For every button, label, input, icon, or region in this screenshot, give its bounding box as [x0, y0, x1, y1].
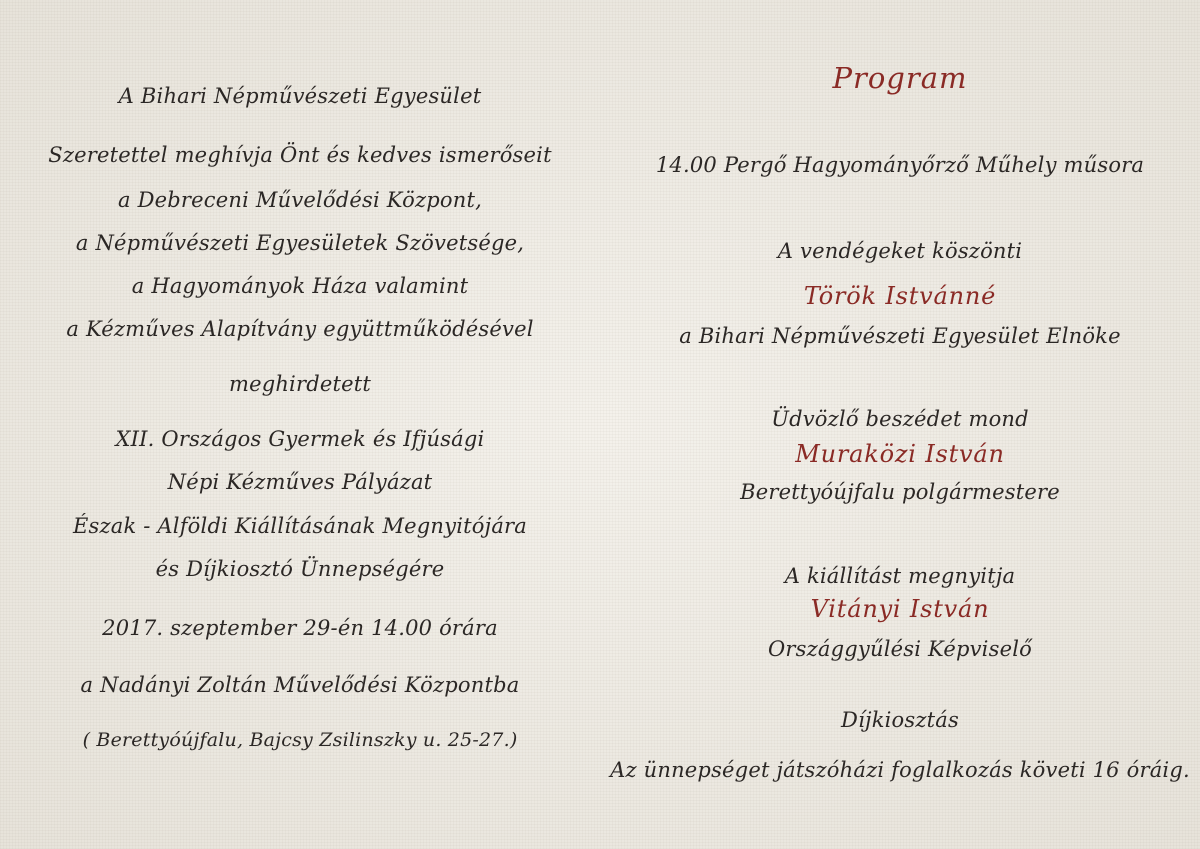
right-page — [600, 0, 1200, 849]
invite-line-2: a Debreceni Művelődési Központ, — [118, 188, 482, 212]
speech-speaker-name: Muraközi István — [795, 440, 1005, 468]
event-line-3: Észak - Alföldi Kiállításának Megnyitójára — [72, 514, 528, 538]
program-item-first: 14.00 Pergő Hagyományőrző Műhely műsora — [655, 153, 1145, 177]
speech-speaker-role: Berettyóújfalu polgármestere — [740, 480, 1060, 504]
event-venue: a Nadányi Zoltán Művelődési Központba — [80, 673, 520, 697]
opening-speaker-name: Vitányi István — [810, 595, 990, 623]
speech-intro: Üdvözlő beszédet mond — [771, 407, 1029, 431]
program-heading: Program — [832, 61, 968, 95]
greeting-speaker-name: Török Istvánné — [803, 282, 997, 310]
invite-line-4: a Hagyományok Háza valamint — [131, 274, 469, 298]
event-line-4: és Díjkiosztó Ünnepségére — [155, 557, 445, 581]
awards-line: Díjkiosztás — [841, 708, 959, 732]
greeting-intro: A vendégeket köszönti — [777, 239, 1023, 263]
announced-line: meghirdetett — [228, 372, 372, 396]
closing-line: Az ünnepséget játszóházi foglalkozás követi 16 óráig. — [610, 758, 1190, 782]
event-address: ( Berettyóújfalu, Bajcsy Zsilinszky u. 25-27.) — [82, 729, 518, 751]
invite-line-3: a Népművészeti Egyesületek Szövetsége, — [75, 231, 525, 255]
opening-intro: A kiállítást megnyitja — [784, 564, 1016, 588]
event-date-time: 2017. szeptember 29-én 14.00 órára — [102, 616, 498, 640]
event-line-1: XII. Országos Gyermek és Ifjúsági — [115, 427, 485, 451]
invite-line-5: a Kézműves Alapítvány együttműködésével — [66, 317, 534, 341]
greeting-speaker-role: a Bihari Népművészeti Egyesület Elnöke — [679, 324, 1121, 348]
organizer-line: A Bihari Népművészeti Egyesület — [118, 84, 482, 108]
opening-speaker-role: Országgyűlési Képviselő — [768, 637, 1032, 661]
event-line-2: Népi Kézműves Pályázat — [167, 470, 433, 494]
invite-line-1: Szeretettel meghívja Önt és kedves ismerőseit — [48, 143, 552, 167]
